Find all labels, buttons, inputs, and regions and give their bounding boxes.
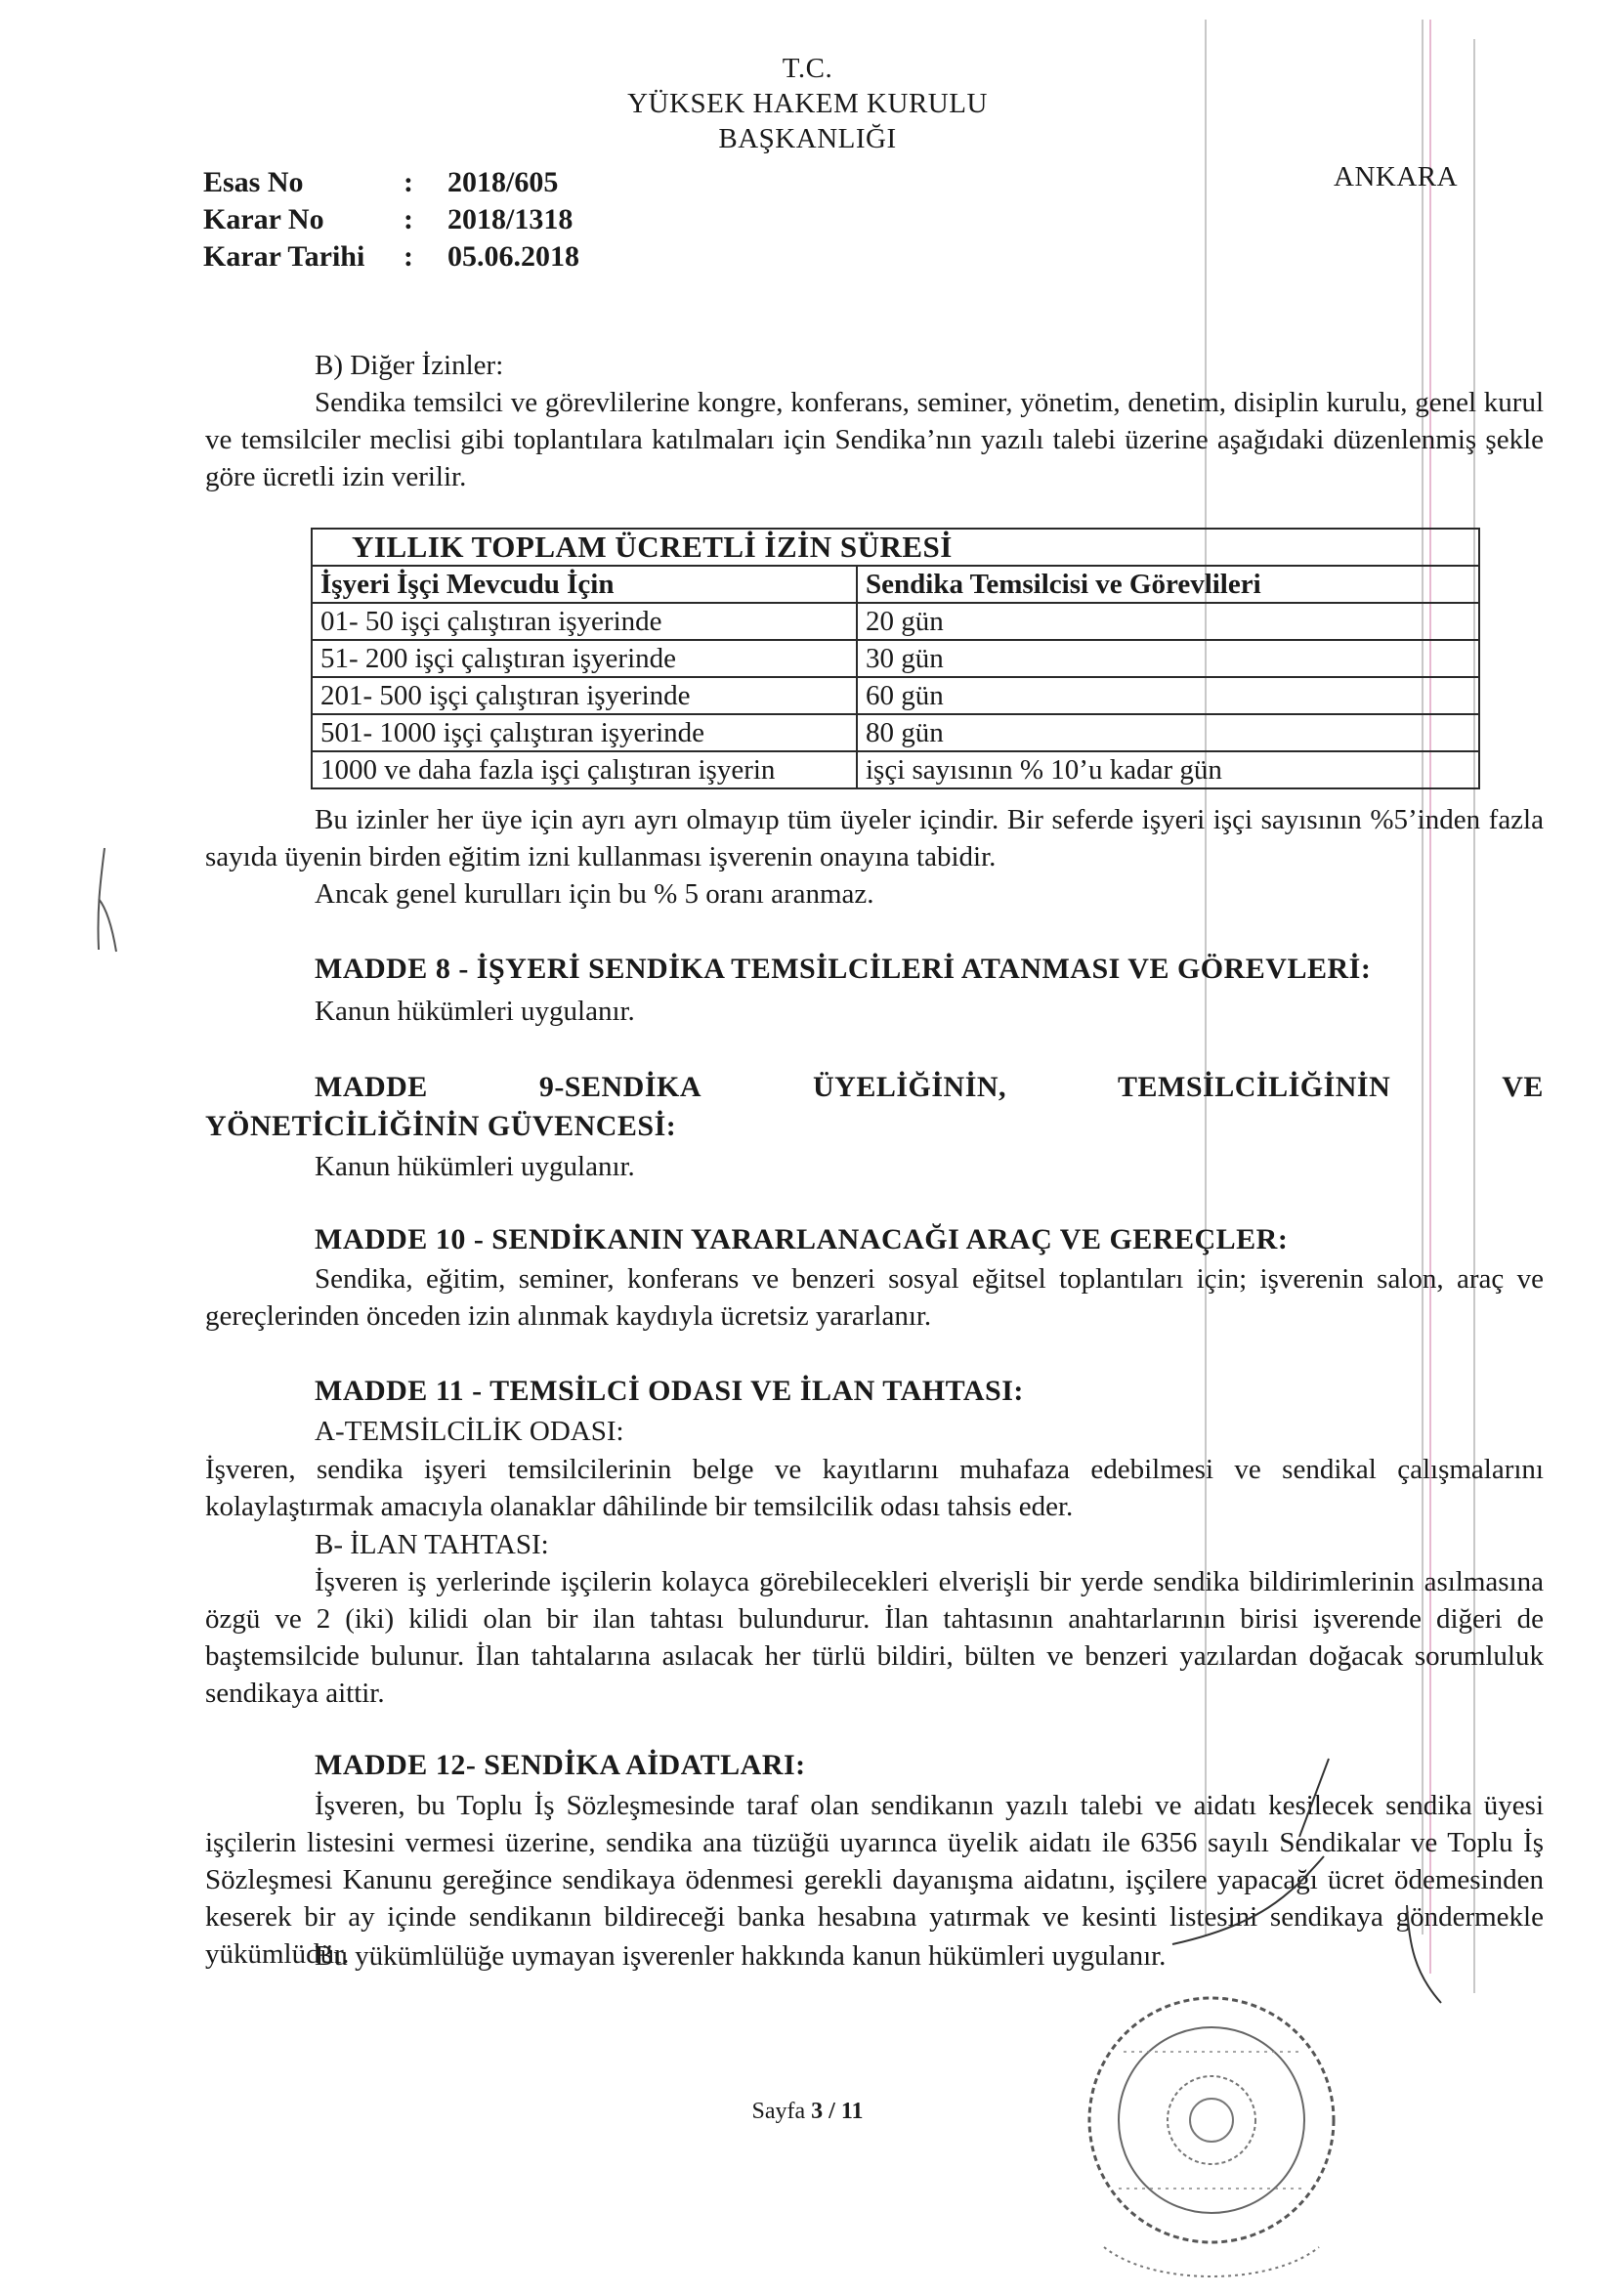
- madde10-text: Sendika, eğitim, seminer, konferans ve benzeri sosyal eğitsel toplantıları için; işverenin salon, araç ve gereçlerinden önceden izin alınmak kaydıyla ücretsiz yararlanır.: [205, 1263, 1544, 1332]
- section-b-title: B) Diğer İzinler:: [315, 350, 504, 381]
- table-cell: 51- 200 işçi çalıştıran işyerinde: [312, 640, 857, 677]
- madde12-text2: Bu yükümlülüğe uymayan işverenler hakkında kanun hükümleri uygulanır.: [315, 1940, 1167, 1972]
- section-b-text: Sendika temsilci ve görevlilerine kongre, konferans, seminer, yönetim, denetim, disiplin kurulu, genel kurul ve temsilciler meclisi gibi toplantılara katılmaları için Sendika’nın yazılı talebi üzerine aşağıdaki düzenlenmiş şekle göre ücretli izin verilir.: [205, 387, 1544, 492]
- leave-table: [311, 528, 1480, 789]
- table-cell: 80 gün: [857, 714, 1479, 751]
- doc-header: [0, 51, 1615, 156]
- page-current: 3: [811, 2099, 824, 2124]
- case-meta: [203, 164, 579, 276]
- meta-value: 2018/1318: [447, 203, 574, 235]
- after-table-p1: Bu izinler her üye için ayrı ayrı olmayıp tüm üyeler içindir. Bir seferde işyeri işçi sayısının %5’inden fazla sayıda üyenin birden eğitim izni kullanması işverenin onayına tabidir.: [205, 804, 1544, 872]
- page-sep: /: [829, 2099, 835, 2124]
- madde11-a-title: A-TEMSİLCİLİK ODASI:: [315, 1416, 624, 1447]
- table-cell: 20 gün: [857, 603, 1479, 640]
- madde12-title: MADDE 12- SENDİKA AİDATLARI:: [315, 1749, 806, 1781]
- meta-row: [203, 164, 579, 201]
- table-header-col1: İşyeri İşçi Mevcudu İçin: [312, 566, 857, 603]
- table-cell: 1000 ve daha fazla işçi çalıştıran işyerin: [312, 751, 857, 788]
- table-cell: 01- 50 işçi çalıştıran işyerinde: [312, 603, 857, 640]
- page-total: 11: [840, 2099, 864, 2124]
- table-cell: 201- 500 işçi çalıştıran işyerinde: [312, 677, 857, 714]
- madde8-title: MADDE 8 - İŞYERİ SENDİKA TEMSİLCİLERİ ATANMASI VE GÖREVLERİ:: [315, 953, 1372, 985]
- madde11-b-text: İşveren iş yerlerinde işçilerin kolayca görebilecekleri elverişli bir yerde sendika bildirimlerinin asılmasına özgü ve 2 (iki) kilidi olan bir ilan tahtası bulundurur. İlan tahtasının anahtarlarının birisi işverende diğeri de baştemsilcide bulunur. İlan tahtalarına asılacak her türlü bildiri, bülten ve benzeri yazılardan doğacak sorumluluk sendikaya aittir.: [205, 1566, 1544, 1709]
- meta-row: [203, 238, 579, 276]
- meta-value: 05.06.2018: [447, 240, 579, 273]
- meta-label: Esas No: [203, 166, 304, 198]
- meta-sep: :: [404, 166, 413, 198]
- meta-value: 2018/605: [447, 166, 559, 198]
- table-cell: 30 gün: [857, 640, 1479, 677]
- meta-sep: :: [404, 203, 413, 235]
- table-row: [312, 640, 1479, 677]
- meta-row: [203, 201, 579, 238]
- header-line3: BAŞKANLIĞI: [718, 123, 897, 154]
- header-line1: T.C.: [782, 53, 833, 84]
- madde11-a-text: İşveren, sendika işyeri temsilcilerinin belge ve kayıtlarını muhafaza edebilmesi ve sendikal çalışmalarını kolaylaştırmak amacıyla olanaklar dâhilinde bir temsilcilik odası tahsis eder.: [205, 1454, 1544, 1522]
- table-cell: 60 gün: [857, 677, 1479, 714]
- madde9-word: 9-SENDİKA: [538, 1071, 702, 1103]
- madde9-text: Kanun hükümleri uygulanır.: [315, 1151, 635, 1182]
- table-title: YILLIK TOPLAM ÜCRETLİ İZİN SÜRESİ: [312, 529, 1479, 566]
- madde11-b-title: B- İLAN TAHTASI:: [315, 1529, 549, 1560]
- table-header-row: [312, 566, 1479, 603]
- page-number: [0, 2099, 1615, 2125]
- table-cell: 501- 1000 işçi çalıştıran işyerinde: [312, 714, 857, 751]
- madde11-title: MADDE 11 - TEMSİLCİ ODASI VE İLAN TAHTASI:: [315, 1375, 1024, 1407]
- table-cell: işçi sayısının % 10’u kadar gün: [857, 751, 1479, 788]
- table-row: [312, 677, 1479, 714]
- madde8-text: Kanun hükümleri uygulanır.: [315, 996, 635, 1027]
- madde9-word: MADDE: [315, 1071, 428, 1103]
- official-seal-icon: [1065, 1974, 1358, 2296]
- madde9-title-line1: [315, 1071, 1544, 1104]
- meta-label: Karar Tarihi: [203, 240, 365, 273]
- madde9-word: TEMSİLCİLİĞİNİN: [1118, 1071, 1391, 1103]
- header-city: ANKARA: [1334, 161, 1459, 192]
- table-row: [312, 603, 1479, 640]
- meta-sep: :: [404, 240, 413, 273]
- madde9-word: VE: [1502, 1071, 1544, 1103]
- table-row: [312, 751, 1479, 788]
- after-table-p2: Ancak genel kurulları için bu % 5 oranı aranmaz.: [315, 878, 874, 910]
- madde12-text1: İşveren, bu Toplu İş Sözleşmesinde taraf olan sendikanın yazılı talebi ve aidatı kesilecek sendika üyesi işçilerin listesini vermesi üzerine, sendika ana tüzüğü uyarınca üyelik aidatı ile 6356 sayılı Sendikalar ve Toplu İş Sözleşmesi Kanunu gereğince sendikaya ödenmesi gerekli dayanışma aidatını, işçilere yapacağı ücret ödemesinden keserek bir ay içinde sendikanın bildireceği banka hesabına yatırmak ve kesinti listesini sendikaya göndermekle yükümlüdür.: [205, 1790, 1544, 1970]
- madde10-title: MADDE 10 - SENDİKANIN YARARLANACAĞI ARAÇ VE GEREÇLER:: [315, 1223, 1289, 1255]
- table-title-row: [312, 529, 1479, 566]
- madde9-word: ÜYELİĞİNİN,: [813, 1071, 1007, 1103]
- margin-mark-icon: [83, 840, 132, 957]
- page-prefix: Sayfa: [751, 2099, 806, 2124]
- table-header-col2: Sendika Temsilcisi ve Görevlileri: [857, 566, 1479, 603]
- meta-label: Karar No: [203, 203, 324, 235]
- madde9-title-line2: YÖNETİCİLİĞİNİN GÜVENCESİ:: [205, 1110, 677, 1142]
- table-row: [312, 714, 1479, 751]
- header-line2: YÜKSEK HAKEM KURULU: [627, 88, 988, 119]
